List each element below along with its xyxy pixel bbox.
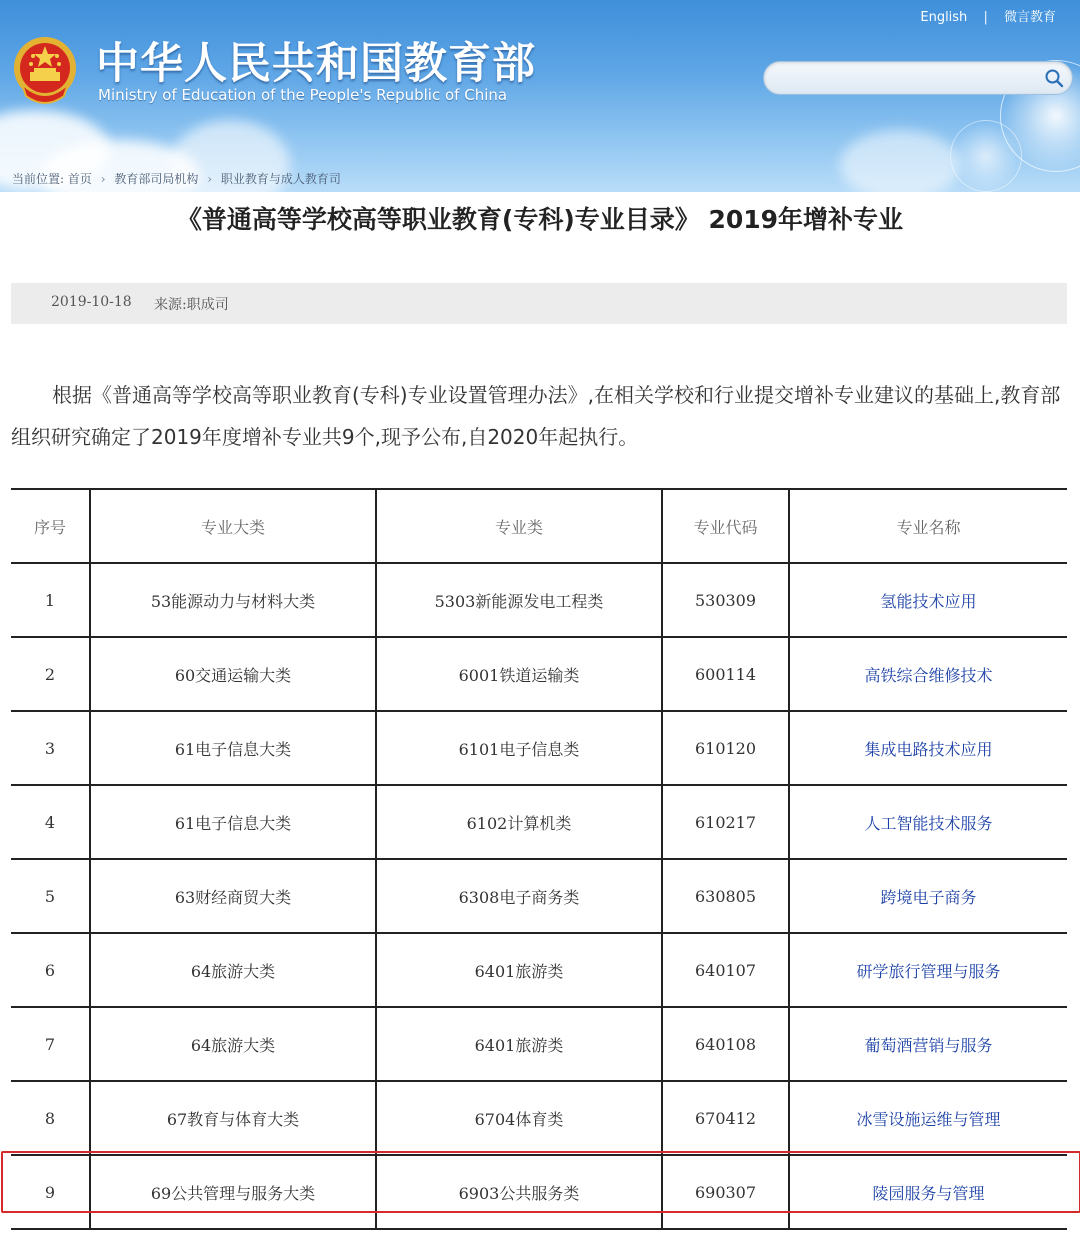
header-code: 专业代码 [662, 489, 789, 563]
national-emblem-icon[interactable] [12, 34, 78, 106]
row-major-name-link[interactable]: 葡萄酒营销与服务 [789, 1007, 1067, 1081]
table-row-highlighted [11, 1155, 1067, 1229]
header-major-name: 专业名称 [789, 489, 1067, 563]
row-major-name-link[interactable]: 陵园服务与管理 [789, 1155, 1067, 1229]
row-major-name-link[interactable]: 高铁综合维修技术 [789, 637, 1067, 711]
row-major-name-link[interactable]: 人工智能技术服务 [789, 785, 1067, 859]
top-links [920, 6, 1056, 25]
row-major-name-link[interactable]: 冰雪设施运维与管理 [789, 1081, 1067, 1155]
chevron-right-icon: › [100, 172, 106, 186]
row-category: 61电子信息大类 [90, 711, 376, 785]
row-index: 5 [11, 859, 90, 933]
site-subtitle: Ministry of Education of the People's Republic of China [98, 86, 508, 104]
article-meta-bar [11, 283, 1067, 324]
row-index: 7 [11, 1007, 90, 1081]
row-code: 530309 [662, 563, 789, 637]
table-row [11, 859, 1067, 933]
row-code: 640108 [662, 1007, 789, 1081]
top-links-divider: | [983, 10, 988, 25]
breadcrumb-departments[interactable]: 教育部司局机构 [114, 172, 199, 186]
row-code: 610120 [662, 711, 789, 785]
row-category: 53能源动力与材料大类 [90, 563, 376, 637]
row-class: 6401旅游类 [376, 933, 662, 1007]
row-class: 6001铁道运输类 [376, 637, 662, 711]
chevron-right-icon: › [207, 172, 213, 186]
row-class: 5303新能源发电工程类 [376, 563, 662, 637]
row-class: 6903公共服务类 [376, 1155, 662, 1229]
row-major-name-link[interactable]: 集成电路技术应用 [789, 711, 1067, 785]
table-row [11, 1081, 1067, 1155]
row-major-name-link[interactable]: 研学旅行管理与服务 [789, 933, 1067, 1007]
row-major-name-link[interactable]: 氢能技术应用 [789, 563, 1067, 637]
row-code: 600114 [662, 637, 789, 711]
breadcrumb-home[interactable]: 首页 [67, 172, 92, 186]
publish-date: 2019-10-18 [51, 294, 132, 310]
row-class: 6308电子商务类 [376, 859, 662, 933]
header-index: 序号 [11, 489, 90, 563]
cloud-decoration [840, 130, 960, 192]
search-box[interactable] [763, 61, 1073, 95]
table-row [11, 785, 1067, 859]
row-class: 6102计算机类 [376, 785, 662, 859]
breadcrumb-label: 当前位置: [12, 172, 65, 186]
article-intro: 根据《普通高等学校高等职业教育(专科)专业设置管理办法》,在相关学校和行业提交增补专业建议的基础上,教育部组织研究确定了2019年度增补专业共9个,现予公布,自2020年起执行。 [11, 383, 1061, 449]
english-link[interactable]: English [920, 10, 968, 25]
row-category: 69公共管理与服务大类 [90, 1155, 376, 1229]
row-major-name-link[interactable]: 跨境电子商务 [789, 859, 1067, 933]
row-category: 64旅游大类 [90, 933, 376, 1007]
row-code: 670412 [662, 1081, 789, 1155]
table-row [11, 711, 1067, 785]
wechat-education-link[interactable]: 微言教育 [1003, 10, 1056, 25]
row-category: 64旅游大类 [90, 1007, 376, 1081]
row-category: 60交通运输大类 [90, 637, 376, 711]
row-class: 6401旅游类 [376, 1007, 662, 1081]
table-row [11, 1007, 1067, 1081]
breadcrumb-vocational-education[interactable]: 职业教育与成人教育司 [220, 172, 341, 186]
majors-table [11, 488, 1067, 1230]
row-category: 63财经商贸大类 [90, 859, 376, 933]
row-class: 6704体育类 [376, 1081, 662, 1155]
row-index: 2 [11, 637, 90, 711]
site-title[interactable]: 中华人民共和国教育部 [96, 39, 536, 89]
table-header-row [11, 489, 1067, 563]
row-code: 630805 [662, 859, 789, 933]
row-index: 4 [11, 785, 90, 859]
row-category: 67教育与体育大类 [90, 1081, 376, 1155]
row-index: 3 [11, 711, 90, 785]
site-header [0, 0, 1080, 192]
dandelion-decoration [950, 120, 1022, 192]
header-category: 专业大类 [90, 489, 376, 563]
row-code: 640107 [662, 933, 789, 1007]
header-class: 专业类 [376, 489, 662, 563]
row-category: 61电子信息大类 [90, 785, 376, 859]
row-index: 6 [11, 933, 90, 1007]
search-input[interactable] [778, 67, 1038, 89]
table-row [11, 563, 1067, 637]
row-index: 1 [11, 563, 90, 637]
table-row [11, 933, 1067, 1007]
breadcrumb [12, 170, 341, 187]
row-index: 8 [11, 1081, 90, 1155]
row-code: 690307 [662, 1155, 789, 1229]
table-row [11, 637, 1067, 711]
search-icon[interactable] [1044, 68, 1064, 88]
row-index: 9 [11, 1155, 90, 1229]
row-code: 610217 [662, 785, 789, 859]
article-source: 来源:职成司 [154, 297, 229, 313]
article-title: 《普通高等学校高等职业教育(专科)专业目录》 2019年增补专业 [176, 205, 904, 234]
row-class: 6101电子信息类 [376, 711, 662, 785]
